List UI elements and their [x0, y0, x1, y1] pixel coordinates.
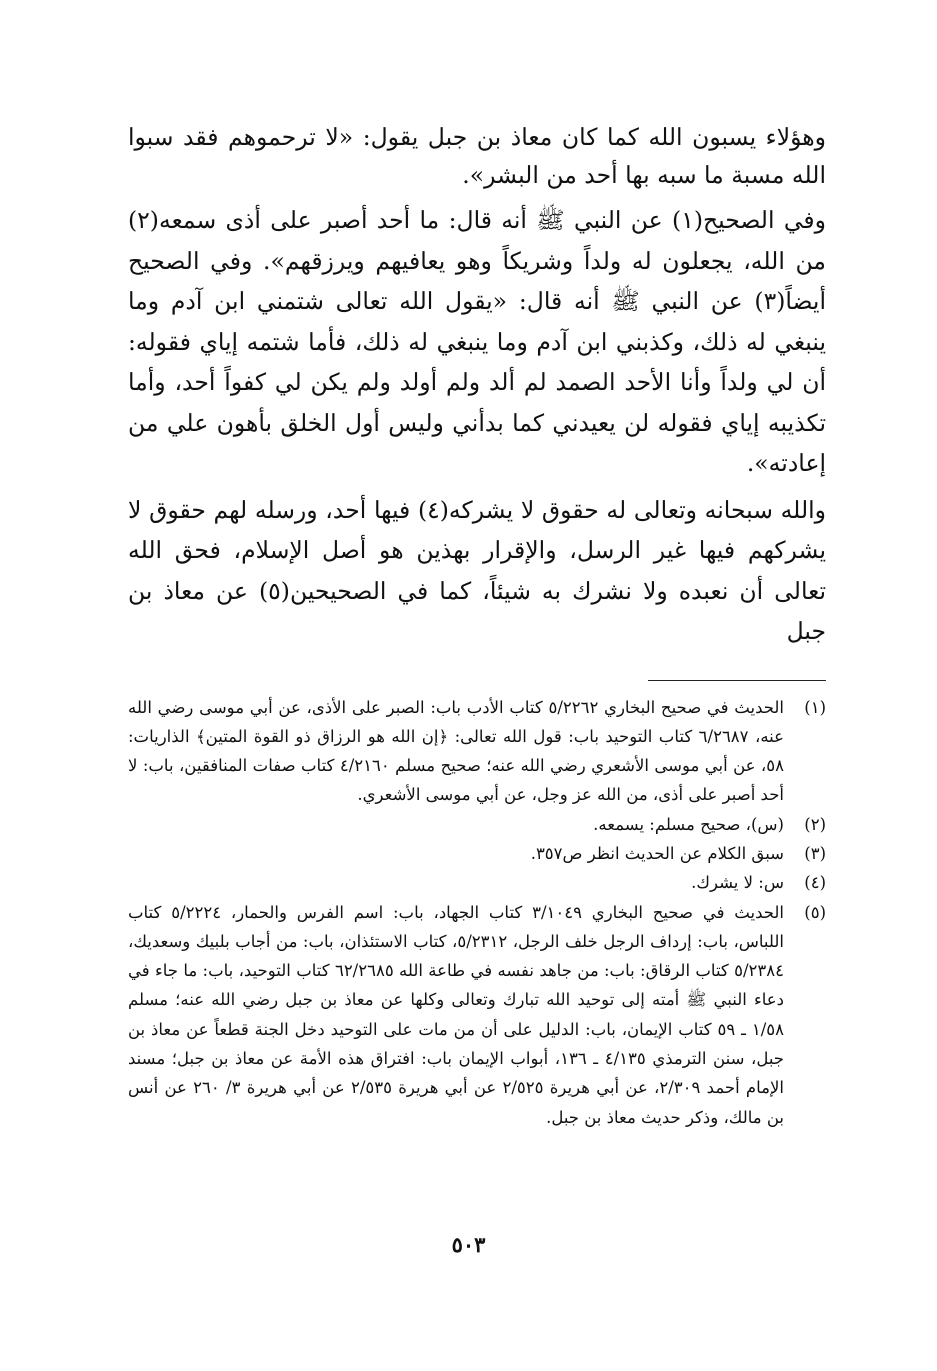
footnote-number: (١) [804, 697, 826, 717]
footnote-text: (س)، صحيح مسلم: يسمعه. [593, 814, 784, 834]
paragraph-3: والله سبحانه وتعالى له حقوق لا يشركه(٤) فيها أحد، ورسله لهم حقوق لا يشركهم فيها غير الرسل، والإقرار بهذين هو أصل الإسلام، فحق الله تعالى أن نعبده ولا نشرك به شيئاً، كما في الصحيحين(٥) عن معاذ بن جبل [128, 495, 826, 645]
footnote-text: الحديث في صحيح البخاري ٣/١٠٤٩ كتاب الجهاد، باب: اسم الفرس والحمار، ٥/٢٢٢٤ كتاب اللباس، باب: إرداف الرجل خلف الرجل، ٥/٢٣١٢، كتاب الاستئذان، باب: من أجاب بلبيك وسعديك، ٥/٢٣٨٤ كتاب الرقاق: باب: من جاهد نفسه في طاعة الله ٦٢/٢٦٨٥ كتاب التوحيد، باب: ما جاء في دعاء النبي ﷺ أمته إلى توحيد الله تبارك وتعالى وكلها عن معاذ بن جبل رضي الله عنه؛ مسلم ١/٥٨ ـ ٥٩ كتاب الإيمان، باب: الدليل على أن من مات على التوحيد دخل الجنة قطعاً عن معاذ بن جبل، سنن الترمذي ٤/١٣٥ ـ ١٣٦، أبواب الإيمان باب: افتراق هذه الأمة عن معاذ بن جبل؛ مسند الإمام أحمد ٢/٣٠٩، عن أبي هريرة ٢/٥٢٥ عن أبي هريرة ٢/٥٣٥ عن أبي هريرة ٣/ ٢٦٠ عن أنس بن مالك، وذكر حديث معاذ بن جبل. [128, 902, 784, 1127]
footnote-5 [128, 898, 826, 1132]
footnote-1 [128, 693, 826, 810]
page-number: ٥٠٣ [451, 1232, 486, 1257]
footnote-2 [128, 810, 826, 839]
footnotes [128, 693, 826, 1132]
footnote-number: (٥) [804, 902, 826, 922]
page-body [128, 118, 826, 1132]
footnote-3 [128, 839, 826, 868]
footnote-divider [648, 680, 826, 681]
footnote-4 [128, 868, 826, 897]
footnote-text: س: لا يشرك. [691, 873, 784, 893]
paragraph-1: وهؤلاء يسبون الله كما كان معاذ بن جبل يقول: «لا ترحموهم فقد سبوا الله مسبة ما سبه بها أحد من البشر». [128, 123, 826, 189]
paragraph-2: وفي الصحيح(١) عن النبي ﷺ أنه قال: ما أحد أصبر على أذى سمعه(٢) من الله، يجعلون له ولداً وشريكاً وهو يعافيهم ويرزقهم». وفي الصحيح أيضاً(٣) عن النبي ﷺ أنه قال: «يقول الله تعالى شتمني ابن آدم وما ينبغي له ذلك، وكذبني ابن آدم وما ينبغي له ذلك، فأما شتمه إياي فقوله: أن لي ولداً وأنا الأحد الصمد لم ألد ولم أولد ولم يكن لي كفواً أحد، وأما تكذيبه إياي فقوله لن يعيدني كما بدأني وليس أول الخلق بأهون علي من إعادته». [128, 206, 826, 477]
footnote-number: (٣) [804, 843, 826, 863]
footnote-number: (٤) [804, 873, 826, 893]
footnote-text: سبق الكلام عن الحديث انظر ص٣٥٧. [530, 843, 784, 863]
footnote-text: الحديث في صحيح البخاري ٥/٢٢٦٢ كتاب الأدب باب: الصبر على الأذى، عن أبي موسى رضي الله عنه، ٦/٢٦٨٧ كتاب التوحيد باب: قول الله تعالى: ﴿إن الله هو الرزاق ذو القوة المتين﴾ الذاريات: ٥٨، عن أبي موسى الأشعري رضي الله عنه؛ صحيح مسلم ٤/٢١٦٠ كتاب صفات المنافقين، باب: لا أحد أصبر على أذى، من الله عز وجل، عن أبي موسى الأشعري. [128, 697, 784, 805]
footnote-number: (٢) [804, 814, 826, 834]
